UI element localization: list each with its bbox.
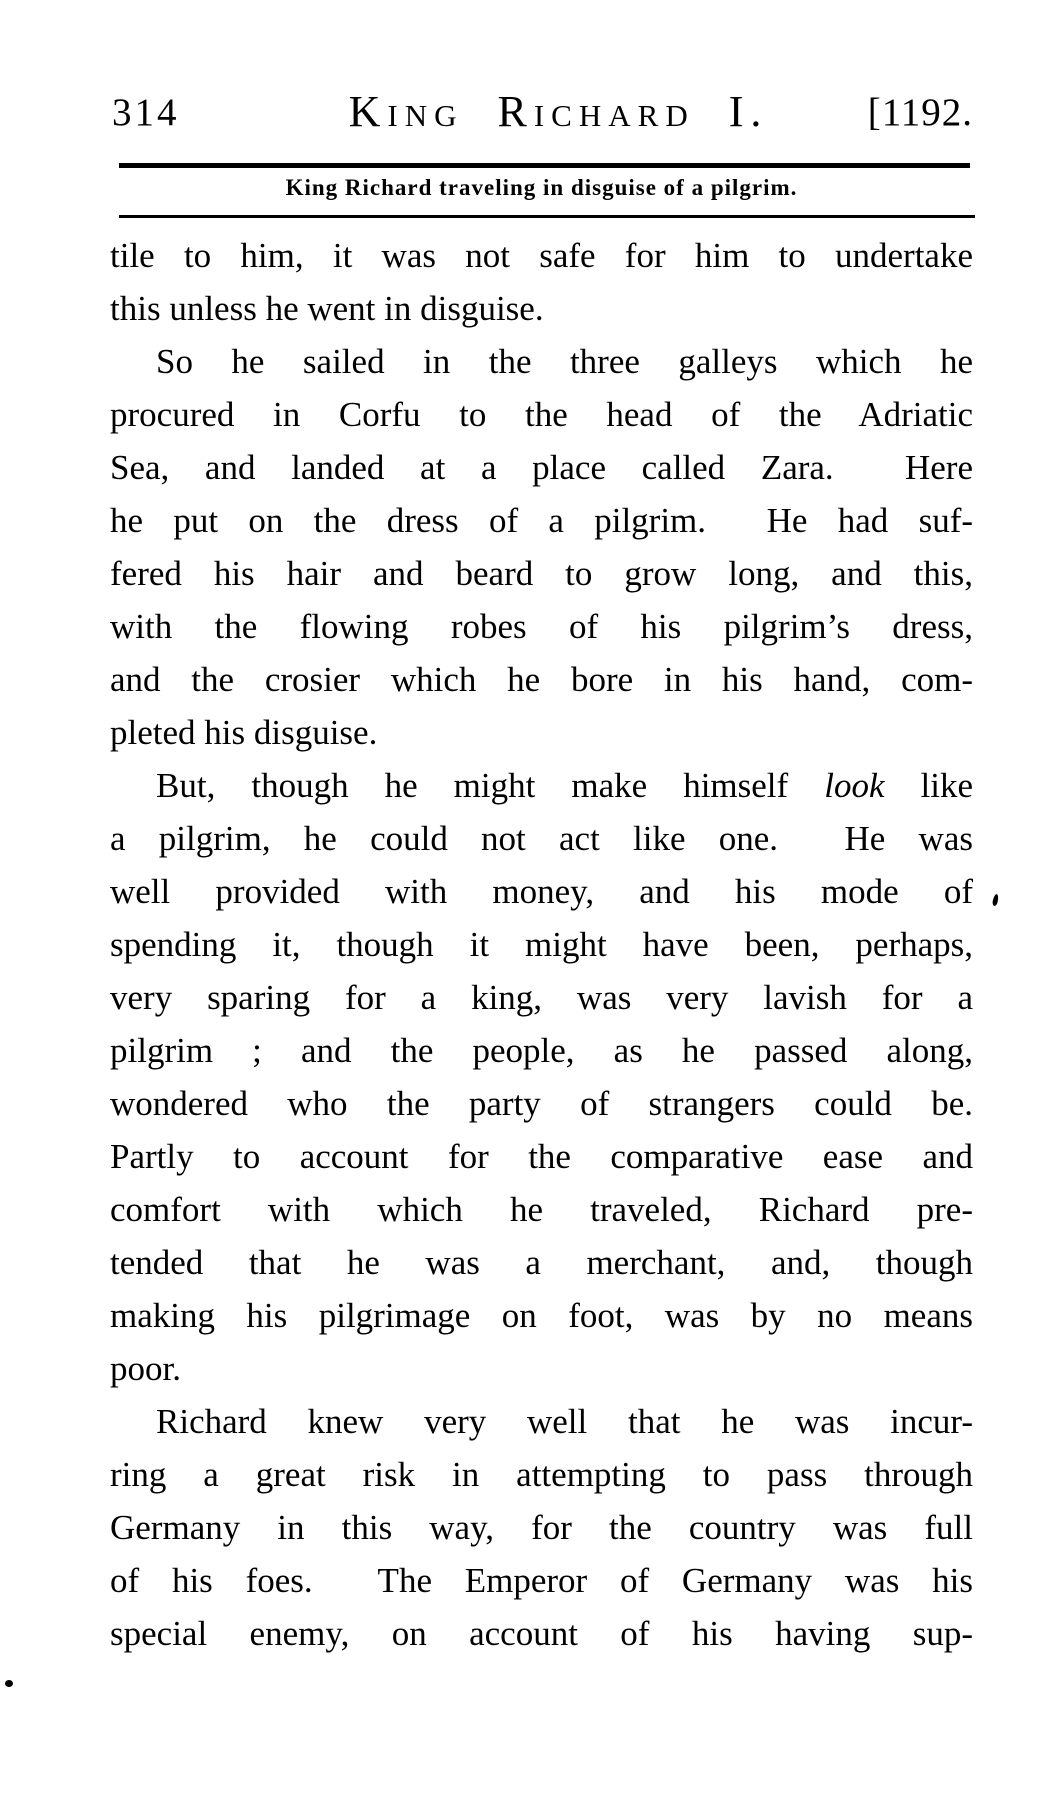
text-line xyxy=(110,388,973,441)
text-line xyxy=(110,1289,973,1342)
line-text: Partly to account for the comparative ease and xyxy=(110,1137,973,1176)
text-line xyxy=(110,1501,973,1554)
text-line xyxy=(110,918,973,971)
line-text: pleted his disguise. xyxy=(110,713,378,752)
text-line xyxy=(110,1077,973,1130)
page-title: King Richard I. xyxy=(348,87,769,136)
text-line xyxy=(110,865,973,918)
text-line xyxy=(110,1236,973,1289)
line-text: of his foes. The Emperor of Germany was his xyxy=(110,1561,973,1600)
text-line xyxy=(110,759,973,812)
text-line xyxy=(110,1183,973,1236)
text-line xyxy=(110,1024,973,1077)
header-rule-bottom xyxy=(119,215,975,218)
line-text: tile to him, it was not safe for him to undertake xyxy=(110,236,973,275)
line-text: ring a great risk in attempting to pass through xyxy=(110,1455,973,1494)
text-line xyxy=(110,441,973,494)
line-text: Germany in this way, for the country was full xyxy=(110,1508,973,1547)
text-line xyxy=(110,229,973,282)
body-text xyxy=(110,229,973,1660)
line-text: making his pilgrimage on foot, was by no means xyxy=(110,1296,973,1335)
italic-word: look xyxy=(824,766,885,805)
year-label: [1192. xyxy=(867,91,973,134)
text-line xyxy=(110,494,973,547)
page-header xyxy=(110,86,973,140)
line-text: But, though he might make himself xyxy=(156,766,825,805)
text-line xyxy=(110,812,973,865)
line-text: well provided with money, and his mode of xyxy=(110,872,973,911)
text-line xyxy=(110,971,973,1024)
line-text: this unless he went in disguise. xyxy=(110,289,544,328)
text-line xyxy=(110,547,973,600)
text-line xyxy=(110,1448,973,1501)
text-line xyxy=(110,1554,973,1607)
line-text: special enemy, on account of his having sup- xyxy=(110,1614,973,1653)
text-line xyxy=(110,600,973,653)
line-text: procured in Corfu to the head of the Adriatic xyxy=(110,395,973,434)
line-text: poor. xyxy=(110,1349,181,1388)
text-line xyxy=(110,282,973,335)
ink-speck xyxy=(5,1680,13,1687)
page-number: 314 xyxy=(112,91,180,134)
line-text: wondered who the party of strangers could be. xyxy=(110,1084,973,1123)
line-text: a pilgrim, he could not act like one. He was xyxy=(110,819,973,858)
text-line xyxy=(110,1342,973,1395)
line-text: Sea, and landed at a place called Zara. Here xyxy=(110,448,973,487)
line-text: pilgrim ; and the people, as he passed along, xyxy=(110,1031,973,1070)
line-text: Richard knew very well that he was incur- xyxy=(156,1402,973,1441)
line-text: very sparing for a king, was very lavish for a xyxy=(110,978,973,1017)
header-rule-top xyxy=(119,163,970,168)
text-line xyxy=(110,335,973,388)
line-text: fered his hair and beard to grow long, and this, xyxy=(110,554,973,593)
line-text: So he sailed in the three galleys which he xyxy=(156,342,973,381)
text-line xyxy=(110,653,973,706)
line-text: comfort with which he traveled, Richard pre- xyxy=(110,1190,973,1229)
text-line xyxy=(110,1395,973,1448)
line-text: like xyxy=(884,766,973,805)
line-text: with the flowing robes of his pilgrim’s dress, xyxy=(110,607,973,646)
ink-speck xyxy=(992,894,999,907)
line-text: spending it, though it might have been, perhaps, xyxy=(110,925,973,964)
text-line xyxy=(110,1130,973,1183)
line-text: he put on the dress of a pilgrim. He had suf- xyxy=(110,501,973,540)
text-line xyxy=(110,706,973,759)
line-text: and the crosier which he bore in his hand, com- xyxy=(110,660,973,699)
line-text: tended that he was a merchant, and, though xyxy=(110,1243,973,1282)
running-head: King Richard traveling in disguise of a pilgrim. xyxy=(285,175,798,200)
text-line xyxy=(110,1607,973,1660)
